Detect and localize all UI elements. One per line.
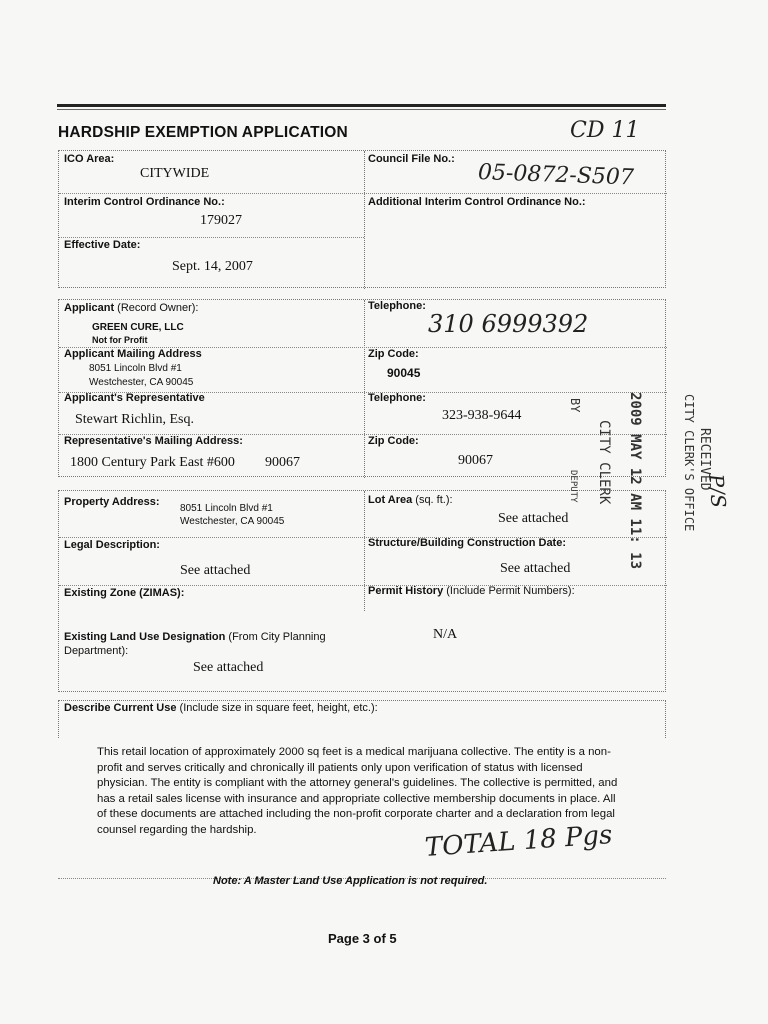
rep-zip-value: 90067 [458,453,493,468]
land-use-value: See attached [193,660,264,675]
representative-label: Applicant's Representative [64,392,205,404]
legal-description-value: See attached [180,563,251,578]
land-use-label-line2: Department): [64,645,129,657]
mailing-address-line2: Westchester, CA 90045 [89,377,194,388]
council-file-value: 05-0872-S507 [477,160,635,191]
ico-area-label: ICO Area: [64,153,115,165]
council-district-handwriting: CD 11 [570,118,640,143]
representative-telephone-value: 323-938-9644 [442,408,522,423]
permit-history-label: Permit History (Include Permit Numbers): [368,585,575,597]
received-stamp-datetime: 2009 MAY 12 AM 11: 13 [627,392,643,570]
city-clerk-stamp: CITY CLERK [596,420,612,505]
effective-date-label: Effective Date: [64,239,141,251]
received-stamp-line1: RECEIVED [697,428,712,491]
property-address-line2: Westchester, CA 90045 [180,516,285,527]
property-address-label: Property Address: [64,496,160,508]
permit-history-value: N/A [433,627,458,642]
representative-name: Stewart Richlin, Esq. [75,412,194,427]
rep-mailing-label: Representative's Mailing Address: [64,435,243,447]
legal-description-label: Legal Description: [64,539,160,551]
existing-zone-label: Existing Zone (ZIMAS): [64,587,185,599]
applicant-name: GREEN CURE, LLC [92,322,184,333]
applicant-telephone-label: Telephone: [368,300,426,312]
applicant-status: Not for Profit [92,335,148,345]
interim-ordinance-value: 179027 [200,213,242,228]
construction-date-value: See attached [500,561,571,576]
mailing-address-label: Applicant Mailing Address [64,348,202,360]
current-use-description: This retail location of approximately 2000 sq feet is a medical marijuana collective. The entity is a non-profit and serves critically and chronically ill patients only upon verification of status with licensed physician. The entity is compliant with the attorney general's guidelines. The collective is permitted, and has a retail sales license with insurance and appropriate collective membership documents in place. All of these documents are attached including the non-profit corporate charter and a declaration from legal counsel regarding the hardship. [97,746,618,836]
top-rule [57,104,666,107]
total-pages-handwriting: TOTAL 18 Pgs [423,819,614,863]
land-use-label: Existing Land Use Designation (From City Planning [64,631,326,643]
received-stamp-line2: CITY CLERK'S OFFICE [682,394,696,532]
applicant-zip-label: Zip Code: [368,348,419,360]
page-number: Page 3 of 5 [328,931,397,946]
applicant-zip-value: 90045 [387,366,421,380]
deputy-stamp: DEPUTY [568,470,578,503]
council-file-label: Council File No.: [368,153,455,165]
construction-date-label: Structure/Building Construction Date: [368,537,566,549]
applicant-label: Applicant (Record Owner): [64,302,199,314]
current-use-label: Describe Current Use (Include size in square feet, height, etc.): [64,702,378,714]
master-land-use-note: Note: A Master Land Use Application is not required. [213,875,488,887]
interim-ordinance-label: Interim Control Ordinance No.: [64,196,225,208]
margin-handwriting: P/S [704,472,731,509]
rep-zip-label: Zip Code: [368,435,419,447]
property-address-line1: 8051 Lincoln Blvd #1 [180,503,273,514]
rep-mailing-zip-inline: 90067 [265,455,300,470]
effective-date-value: Sept. 14, 2007 [172,259,253,274]
mailing-address-line1: 8051 Lincoln Blvd #1 [89,363,182,374]
lot-area-label: Lot Area (sq. ft.): [368,494,453,506]
rep-mailing-value: 1800 Century Park East #600 [70,455,235,470]
applicant-telephone-value: 310 6999392 [428,310,589,338]
lot-area-value: See attached [498,511,569,526]
additional-ordinance-label: Additional Interim Control Ordinance No.: [368,196,586,208]
top-rule-thin [57,109,666,110]
representative-telephone-label: Telephone: [368,392,426,404]
by-stamp: BY [568,398,582,413]
form-title: HARDSHIP EXEMPTION APPLICATION [58,124,348,141]
ico-area-value: CITYWIDE [140,166,210,181]
